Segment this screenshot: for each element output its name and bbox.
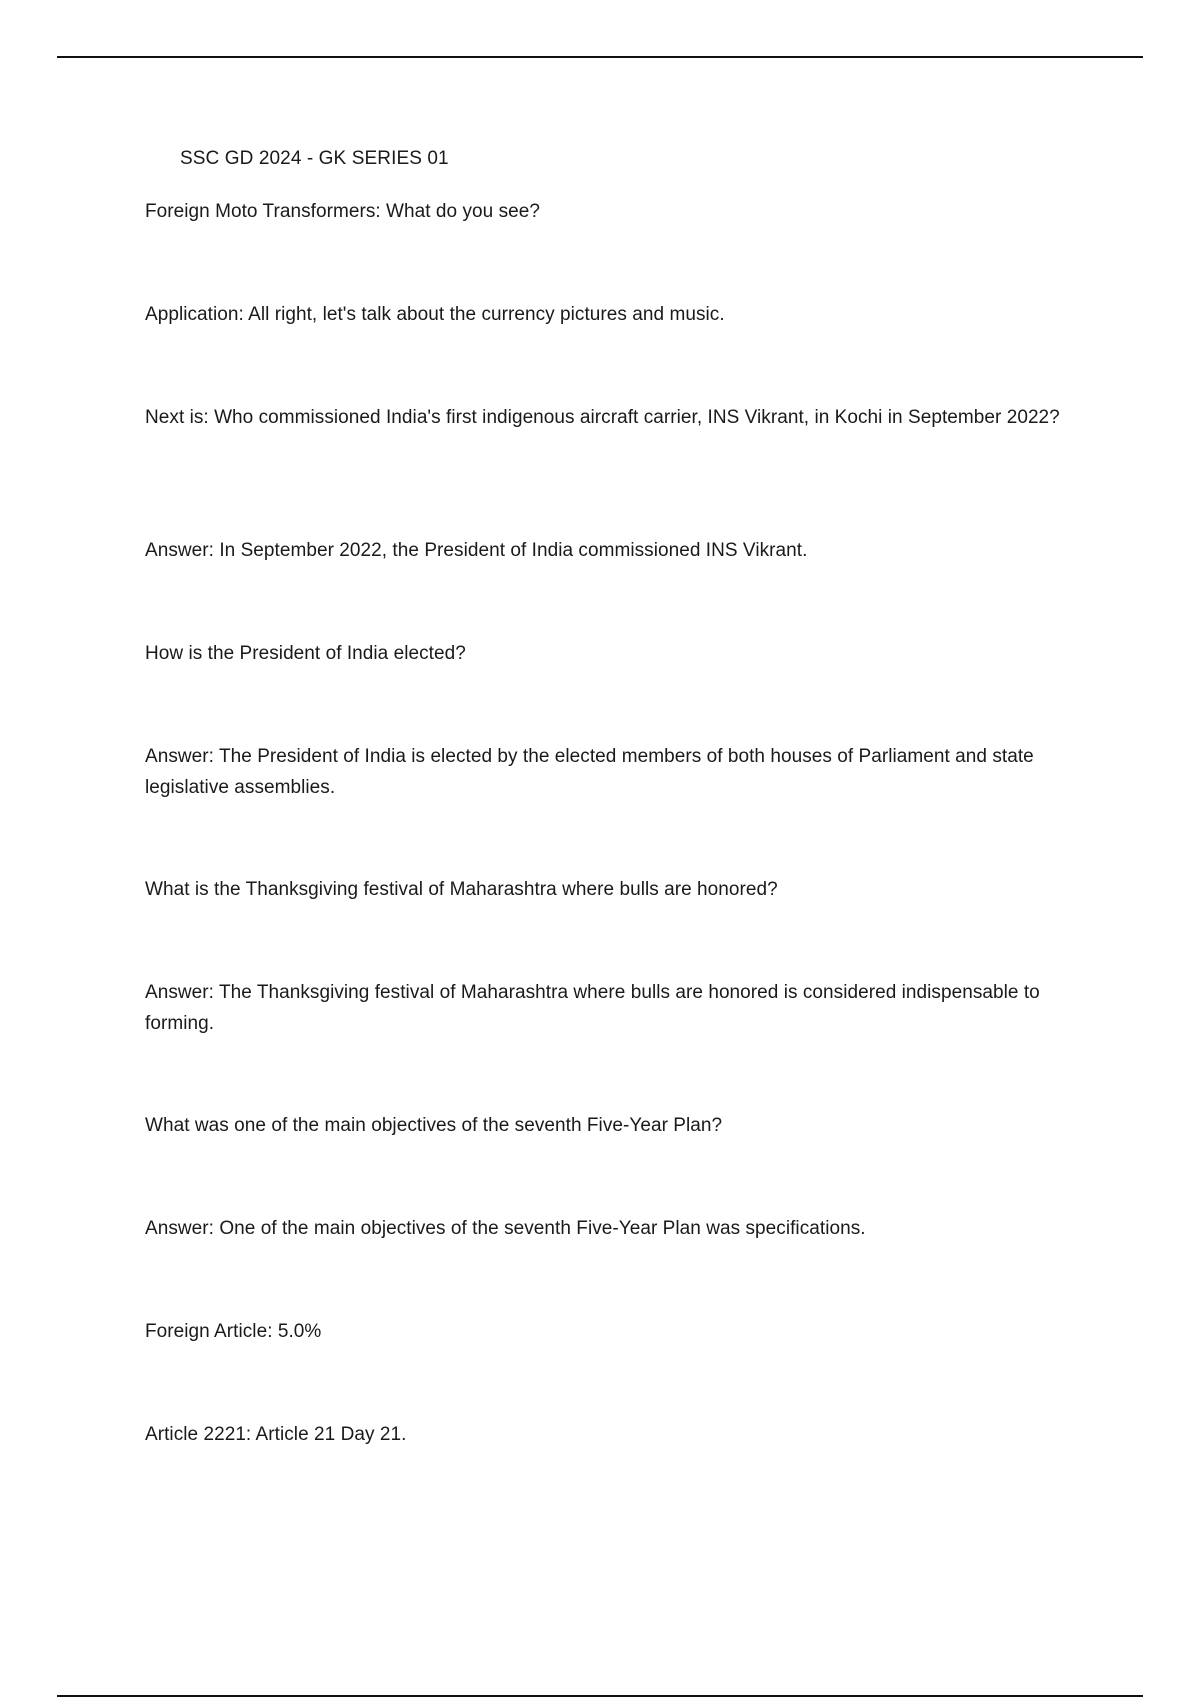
top-rule (57, 56, 1143, 58)
document-title: SSC GD 2024 - GK SERIES 01 (180, 148, 449, 169)
paragraph: What was one of the main objectives of the seventh Five-Year Plan? (145, 1115, 723, 1136)
paragraph: Answer: The Thanksgiving festival of Maharashtra where bulls are honored is considered indispensable to forming. (145, 982, 1040, 1034)
paragraph: Foreign Article: 5.0% (145, 1321, 322, 1342)
paragraph: Next is: Who commissioned India's first indigenous aircraft carrier, INS Vikrant, in Kochi in September 2022? (145, 407, 1060, 428)
paragraph: Foreign Moto Transformers: What do you see? (145, 201, 540, 222)
paragraph: Application: All right, let's talk about the currency pictures and music. (145, 304, 725, 325)
paragraph: How is the President of India elected? (145, 643, 466, 664)
paragraph: Article 2221: Article 21 Day 21. (145, 1424, 407, 1445)
bottom-rule (57, 1695, 1143, 1697)
paragraph: Answer: One of the main objectives of the seventh Five-Year Plan was specifications. (145, 1218, 866, 1239)
paragraph: What is the Thanksgiving festival of Maharashtra where bulls are honored? (145, 879, 778, 900)
paragraph: Answer: The President of India is elected by the elected members of both houses of Parliament and state legislative assemblies. (145, 746, 1034, 798)
paragraph: Answer: In September 2022, the President of India commissioned INS Vikrant. (145, 540, 808, 561)
